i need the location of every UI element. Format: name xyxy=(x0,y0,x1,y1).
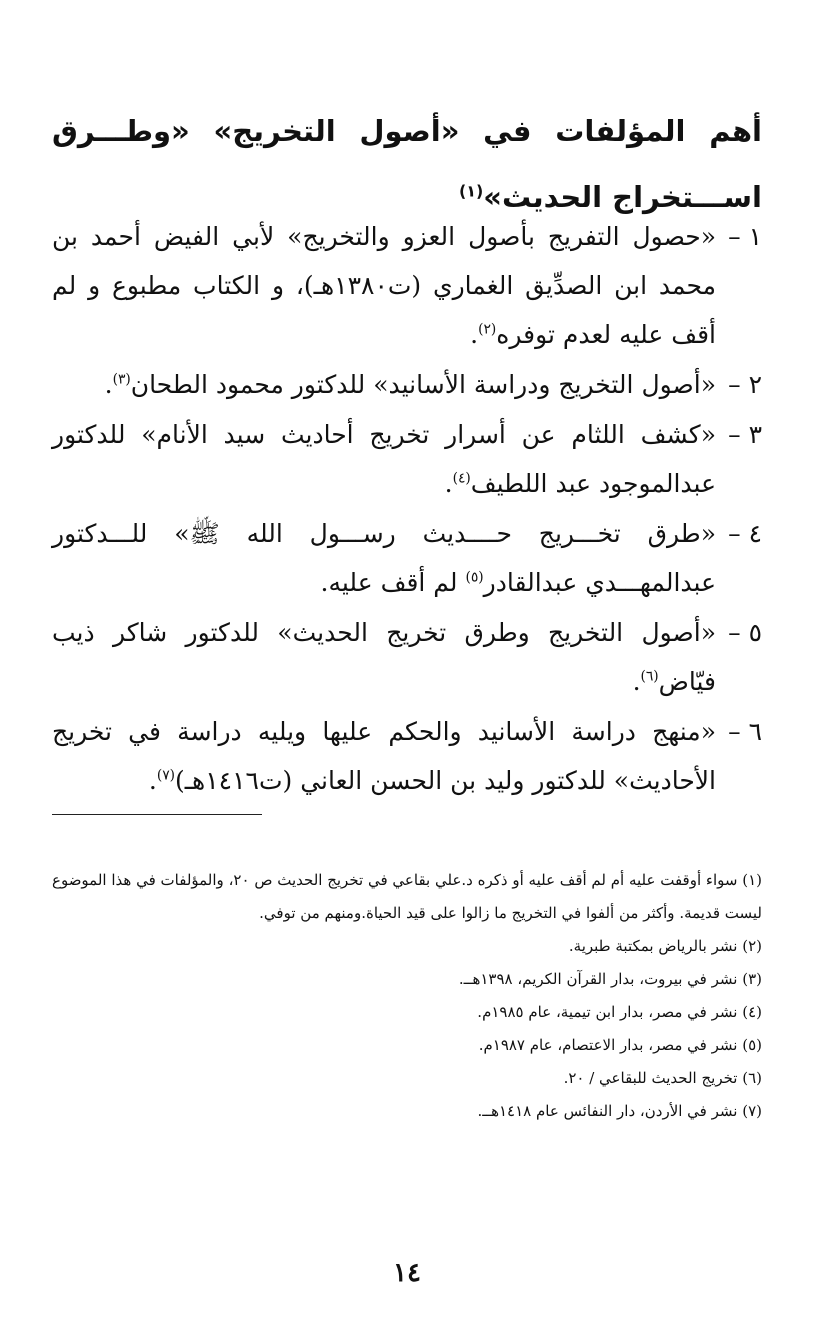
footnote: (٣) نشر في بيروت، بدار القرآن الكريم، ١٣٩٨هــ. xyxy=(458,970,762,988)
footnote-ref: (٧) xyxy=(156,767,175,784)
footnote-divider xyxy=(52,814,262,815)
section-heading xyxy=(52,98,762,230)
heading-text: أهم المؤلفات في «أصول التخريج» «وطـــرق اســـتخراج الحديث» xyxy=(52,114,762,214)
entry-text: «أصول التخريج وطرق تخريج الحديث» للدكتور شاكر ذيب فيّاض xyxy=(52,618,716,696)
entry-number: ٣ – xyxy=(728,420,762,449)
entry-number: ٥ – xyxy=(728,618,762,647)
footnote-ref: (٢) xyxy=(478,321,497,338)
entry-number: ٢ – xyxy=(728,370,762,399)
entry-tail: . xyxy=(104,370,113,399)
footnote: (٦) تخريج الحديث للبقاعي / ٢٠. xyxy=(563,1069,762,1087)
entry-number: ٦ – xyxy=(728,717,762,746)
list-item xyxy=(52,360,762,409)
footnote-ref-1: (١) xyxy=(458,181,484,201)
list-item xyxy=(52,707,762,805)
entry-tail: . xyxy=(632,667,641,696)
entry-tail: . xyxy=(444,469,453,498)
footnote-ref: (٣) xyxy=(112,371,131,388)
footnote-ref: (٦) xyxy=(640,668,659,685)
footnote-ref: (٤) xyxy=(452,470,471,487)
works-list xyxy=(52,212,762,806)
footnote: (١) سواء أوقفت عليه أم لم أقف عليه أو ذكره د.علي بقاعي في تخريج الحديث ص ٢٠، والمؤلفات في هذا الموضوع ليست قديمة. وأكثر من ألفوا في التخريج ما زالوا على قيد الحياة.ومنهم من توفي. xyxy=(52,871,763,922)
entry-text: «كشف اللثام عن أسرار تخريج أحاديث سيد الأنام» للدكتور عبدالموجود عبد اللطيف xyxy=(52,420,716,498)
footnote: (٢) نشر بالرياض بمكتبة طبرية. xyxy=(568,937,762,955)
entry-text: «أصول التخريج ودراسة الأسانيد» للدكتور محمود الطحان xyxy=(130,370,716,399)
entry-text: «طرق تخـــريج حــــديث رســـول الله ﷺ» للـــدكتور عبدالمهـــدي عبدالقادر xyxy=(52,519,716,597)
list-item xyxy=(52,608,762,706)
footnote: (٥) نشر في مصر، بدار الاعتصام، عام ١٩٨٧م. xyxy=(478,1036,762,1054)
footnotes-list xyxy=(52,864,762,1128)
entry-text: «حصول التفريج بأصول العزو والتخريج» لأبي الفيض أحمد بن محمد ابن الصدِّيق الغماري (ت١٣٨٠هـ)، و الكتاب مطبوع و لم أقف عليه لعدم توفره xyxy=(52,222,716,349)
entry-number: ١ – xyxy=(728,222,762,251)
entry-number: ٤ – xyxy=(728,519,762,548)
entry-tail: لم أقف عليه. xyxy=(320,568,466,597)
page-number: ١٤ xyxy=(393,1258,421,1288)
list-item xyxy=(52,212,762,359)
footnote: (٤) نشر في مصر، بدار ابن تيمية، عام ١٩٨٥م. xyxy=(477,1003,762,1021)
footnote-ref: (٥) xyxy=(465,569,484,586)
entry-tail: . xyxy=(148,766,157,795)
entry-text: «منهج دراسة الأسانيد والحكم عليها ويليه دراسة في تخريج الأحاديث» للدكتور وليد بن الحسن العاني (ت١٤١٦هـ) xyxy=(52,717,716,795)
entry-tail: . xyxy=(470,320,479,349)
list-item xyxy=(52,410,762,508)
list-item xyxy=(52,509,762,607)
footnote: (٧) نشر في الأردن، دار النفائس عام ١٤١٨هــ. xyxy=(477,1102,762,1120)
